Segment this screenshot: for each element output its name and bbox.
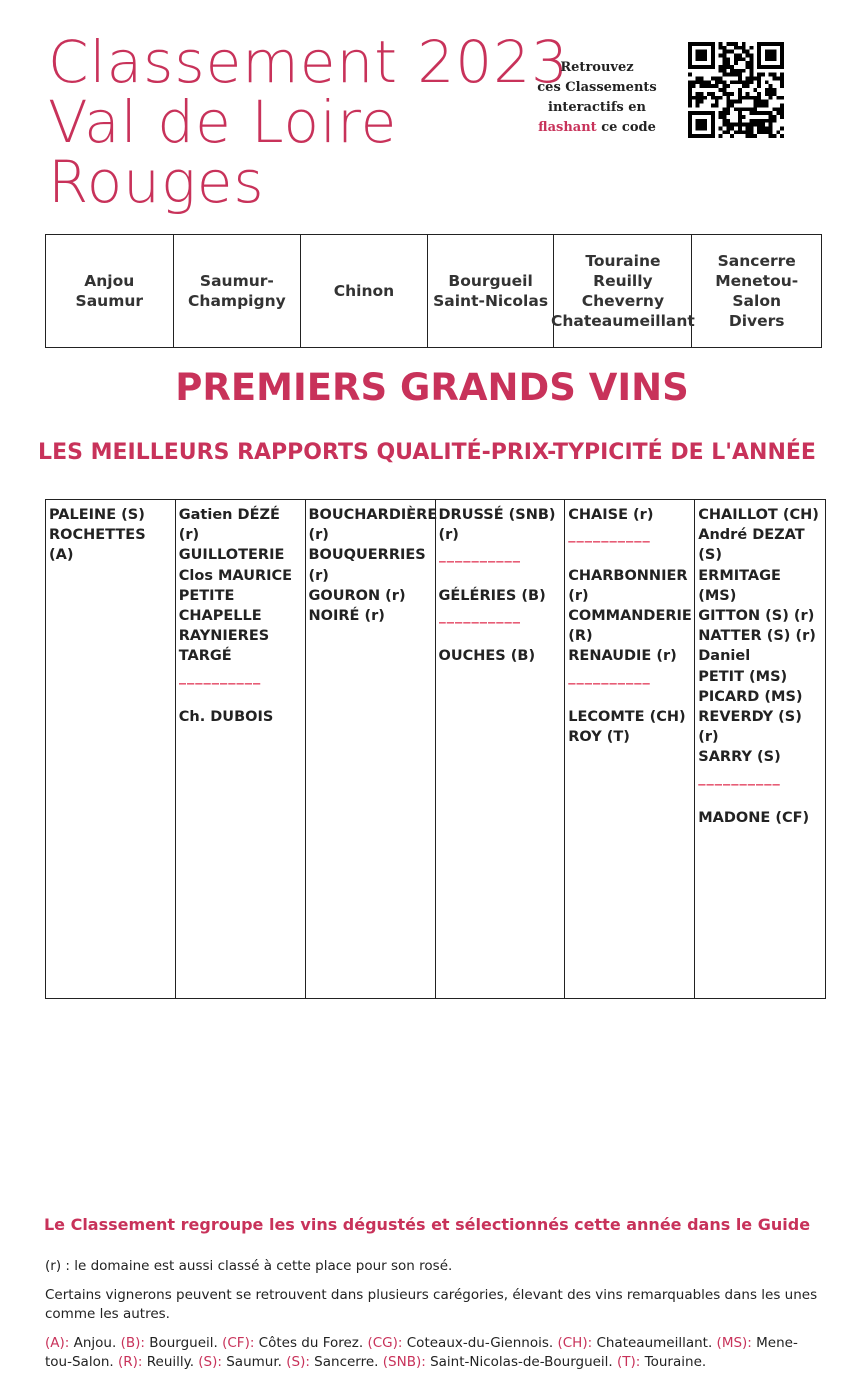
promo-highlight: flashant: [538, 120, 597, 135]
title-line: Classement 2023: [48, 28, 569, 96]
legend-name: Anjou.: [69, 1335, 121, 1351]
winery-entry: BOUQUERRIES (r): [308, 547, 426, 584]
separator: __________: [438, 608, 521, 624]
winery-entry: PALEINE (S): [49, 507, 145, 523]
category-header: Sancerre Menetou-Salon Divers: [715, 252, 799, 330]
winery-entry: RAYNIERES: [178, 628, 270, 645]
winery-entry: ROY (T): [568, 729, 630, 746]
legend-code: (B):: [120, 1335, 145, 1351]
legend-code: (S):: [198, 1354, 222, 1370]
legend-code: (CG):: [367, 1335, 403, 1351]
winery-entry: NOIRÉ (r): [308, 608, 385, 625]
winery-entry: André DEZAT (S): [698, 527, 805, 564]
winery-entry: TARGÉ: [178, 648, 232, 665]
winery-entry: GOURON (r): [308, 587, 406, 604]
footnote-rose: (r) : le domaine est aussi classé à cette place pour son rosé.: [45, 1258, 453, 1274]
footnote-categories: Certains vignerons peuvent se retrouvent dans plusieurs carégories, élevant des vins remarquables dans les unes comme les autres.: [45, 1287, 818, 1322]
winery-entry: Ch. DUBOIS: [178, 709, 274, 726]
legend-code: (S):: [286, 1354, 310, 1370]
legend-code: (SNB):: [382, 1354, 426, 1370]
ranking-column: [565, 500, 695, 998]
promo-rest: ce code: [596, 120, 656, 135]
winery-entry: NATTER (S) (r): [698, 628, 816, 645]
legend-name: Coteaux-du-Giennois.: [402, 1335, 558, 1351]
category-header: Anjou Saumur: [46, 235, 174, 347]
legend-name: Touraine.: [640, 1354, 707, 1370]
winery-entry: Gatien DÉZÉ (r): [178, 507, 280, 544]
category-header: Chinon: [301, 235, 428, 347]
legend-code: (CF):: [222, 1335, 255, 1351]
separator: __________: [698, 769, 781, 786]
ranking-column: [306, 500, 436, 998]
winery-entry: COMMANDERIE (R): [568, 608, 692, 645]
winery-entry: REVERDY (S) (r): [698, 709, 802, 746]
category-header-row: [45, 234, 822, 348]
separator: __________: [568, 668, 651, 685]
legend-name: Saumur.: [221, 1354, 287, 1370]
legend-name: Sancerre.: [309, 1354, 383, 1370]
legend-code: (MS):: [716, 1335, 752, 1351]
winery-entry: PETITE CHAPELLE: [178, 587, 262, 625]
winery-entry: CHAISE (r): [568, 507, 654, 523]
winery-entry: OUCHES (B): [438, 648, 536, 665]
winery-entry: PETIT (MS): [698, 668, 788, 685]
category-header: Bourgueil Saint-Nicolas: [428, 235, 555, 347]
winery-entry: CHAILLOT (CH): [698, 507, 819, 523]
title-line: Val de Loire: [48, 88, 398, 156]
winery-entry: BOUCHARDIÈRE (r): [308, 507, 438, 544]
promo-line: Retrouvez: [560, 60, 634, 75]
winery-entry: DRUSSÉ (SNB) (r): [438, 507, 556, 544]
category-header: Saumur- Champigny: [174, 235, 302, 347]
winery-entry: RENAUDIE (r): [568, 648, 677, 665]
abbreviation-legend: [45, 1334, 820, 1372]
qr-code-icon[interactable]: [688, 42, 784, 138]
legend-code: (CH):: [557, 1335, 593, 1351]
winery-entry: SARRY (S): [698, 749, 781, 766]
ranking-column: [176, 500, 306, 998]
promo-line: ces Classements: [537, 80, 657, 95]
separator: __________: [178, 668, 262, 685]
winery-entry: MADONE (CF): [698, 810, 810, 827]
qr-promo-text: [536, 58, 658, 138]
winery-entry: GITTON (S) (r): [698, 608, 815, 625]
legend-code: (A):: [45, 1335, 70, 1351]
legend-name: Côtes du Forez.: [254, 1335, 368, 1351]
winery-entry: PICARD (MS): [698, 688, 803, 705]
winery-entry: Daniel: [698, 648, 751, 665]
legend-code: (T):: [617, 1354, 641, 1370]
winery-entry: GUILLOTERIE: [178, 547, 285, 564]
winery-entry: Clos MAURICE: [178, 567, 293, 584]
winery-entry: ROCHETTES (A): [49, 527, 146, 564]
legend-name: Chateaumeillant.: [592, 1335, 717, 1351]
legend-name: Reuilly.: [142, 1354, 199, 1370]
section-heading: PREMIERS GRANDS VINS: [175, 366, 689, 409]
ranking-table: [45, 499, 826, 999]
title-line: Rouges: [48, 148, 265, 216]
legend-name: Saint-Nicolas-de-Bourgueil.: [425, 1354, 618, 1370]
category-header: Touraine Reuilly Cheverny Chateaumeillant: [554, 235, 692, 347]
separator: __________: [438, 547, 521, 564]
legend-code: (R):: [117, 1354, 143, 1370]
legend-name: Bourgueil.: [144, 1335, 223, 1351]
guide-note: Le Classement regroupe les vins dégustés et sélectionnés cette année dans le Guide: [43, 1215, 811, 1234]
ranking-column: [436, 500, 566, 998]
ranking-column: [46, 500, 176, 998]
winery-entry: LECOMTE (CH): [568, 709, 686, 725]
winery-entry: GÉLÉRIES (B): [438, 587, 546, 604]
legend-name: Mene-tou-Salon.: [45, 1335, 798, 1370]
separator: __________: [568, 527, 651, 544]
ranking-column: [695, 500, 825, 998]
winery-entry: ERMITAGE (MS): [698, 567, 781, 604]
page-title: [48, 28, 569, 216]
promo-line: [536, 118, 658, 138]
winery-entry: CHARBONNIER (r): [568, 567, 688, 604]
section-subheading: LES MEILLEURS RAPPORTS QUALITÉ-PRIX-TYPICITÉ DE L'ANNÉE: [38, 440, 816, 465]
promo-line: interactifs en: [548, 100, 646, 115]
